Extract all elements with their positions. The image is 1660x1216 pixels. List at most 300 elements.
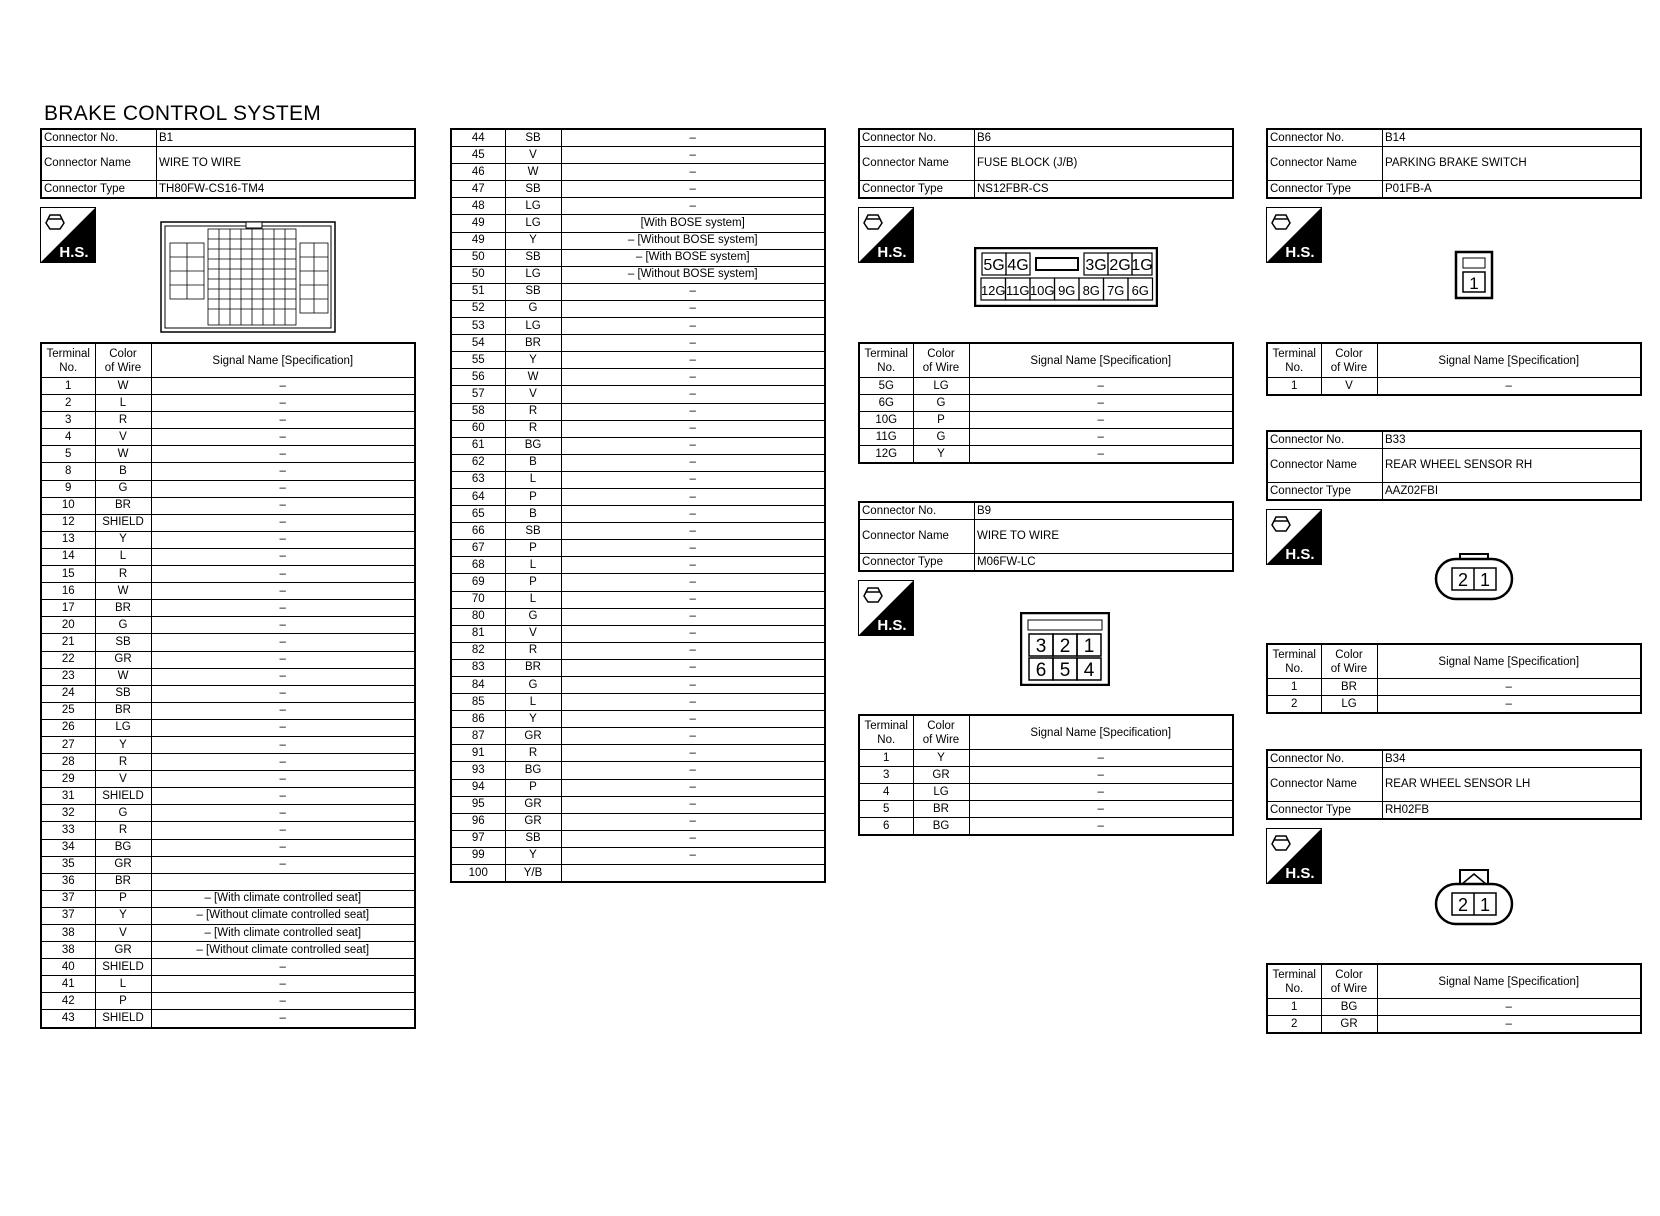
signal-name-cell: – (151, 395, 415, 412)
terminal-no-cell: 91 (451, 745, 505, 762)
signal-name-cell: – (561, 540, 825, 557)
signal-header: Signal Name [Specification] (969, 715, 1233, 750)
terminal-no-cell: 52 (451, 300, 505, 317)
connector-no-label: Connector No. (41, 129, 157, 147)
signal-name-cell: – (561, 335, 825, 352)
connector-no-value: B33 (1383, 431, 1642, 449)
terminal-no-cell: 48 (451, 198, 505, 215)
wire-color-cell: P (95, 993, 151, 1010)
signal-name-cell: – (969, 750, 1233, 767)
connector-type-value: P01FB-A (1383, 181, 1642, 199)
table-row (41, 754, 415, 771)
wire-color-cell: BG (95, 839, 151, 856)
terminal-no-cell: 45 (451, 147, 505, 164)
connector-type-label: Connector Type (1267, 802, 1383, 820)
table-row (41, 668, 415, 685)
pin-label: 4G (1007, 257, 1029, 274)
signal-name-cell: – (151, 976, 415, 993)
wire-color-cell: R (505, 420, 561, 437)
wire-color-cell: BG (1321, 999, 1377, 1016)
pin-label: 2G (1109, 257, 1131, 274)
connector-b1-terminal-table (40, 342, 416, 1029)
table-row (1267, 378, 1641, 396)
table-row (451, 506, 825, 523)
wire-color-cell: SB (505, 523, 561, 540)
terminal-no-cell: 86 (451, 711, 505, 728)
signal-name-cell: – (561, 352, 825, 369)
wire-color-cell: SHIELD (95, 514, 151, 531)
color-header: Color of Wire (95, 343, 151, 378)
wire-color-cell: L (505, 471, 561, 488)
signal-name-cell: – (151, 634, 415, 651)
signal-name-cell: – (151, 702, 415, 719)
connector-no-value: B1 (157, 129, 416, 147)
wire-color-cell: SB (95, 634, 151, 651)
signal-name-cell: – (561, 283, 825, 300)
signal-name-cell: – (561, 847, 825, 864)
harness-side-icon (858, 580, 914, 636)
table-row (859, 767, 1233, 784)
table-row (451, 147, 825, 164)
table-row (451, 318, 825, 335)
connector-type-value: AAZ02FBI (1383, 483, 1642, 501)
terminal-no-cell: 81 (451, 625, 505, 642)
terminal-no-cell: 82 (451, 642, 505, 659)
signal-name-cell: – (561, 198, 825, 215)
wire-color-cell: G (913, 395, 969, 412)
signal-name-cell: – (561, 557, 825, 574)
connector-b33-info (1266, 430, 1642, 501)
signal-name-cell: – (969, 412, 1233, 429)
terminal-no-cell: 50 (451, 266, 505, 283)
table-row (451, 232, 825, 249)
pin-label: 12G (980, 283, 1006, 298)
terminal-no-cell: 2 (1267, 696, 1321, 714)
connector-b9-terminal-table (858, 714, 1234, 836)
wire-color-cell: V (505, 625, 561, 642)
table-row (451, 454, 825, 471)
signal-name-cell: – (1377, 696, 1641, 714)
table-row (41, 719, 415, 736)
signal-name-cell: – (561, 711, 825, 728)
connector-b34-panel (1266, 749, 1642, 820)
wire-color-cell: W (95, 378, 151, 395)
wire-color-cell: BG (505, 762, 561, 779)
wire-color-cell: G (505, 300, 561, 317)
wire-color-cell: G (913, 429, 969, 446)
connector-no-value: B9 (975, 502, 1234, 520)
pin-label: 1 (1479, 570, 1491, 590)
signal-name-cell: – (561, 728, 825, 745)
wire-color-cell: LG (505, 198, 561, 215)
terminal-no-cell: 1 (41, 378, 95, 395)
harness-side-icon (858, 207, 914, 263)
terminal-no-cell: 5G (859, 378, 913, 395)
signal-name-cell: – (1377, 1016, 1641, 1034)
terminal-no-cell: 36 (41, 873, 95, 890)
wire-color-cell: W (95, 583, 151, 600)
terminal-no-cell: 40 (41, 959, 95, 976)
color-header: Color of Wire (913, 343, 969, 378)
terminal-no-cell: 15 (41, 566, 95, 583)
terminal-no-cell: 28 (41, 754, 95, 771)
table-row (41, 480, 415, 497)
connector-type-label: Connector Type (1267, 181, 1383, 199)
signal-name-cell: – (151, 566, 415, 583)
signal-name-cell: – (151, 736, 415, 753)
terminal-no-header: Terminal No. (859, 715, 913, 750)
table-row (41, 583, 415, 600)
terminal-no-cell: 1 (1267, 999, 1321, 1016)
connector-type-label: Connector Type (859, 554, 975, 572)
terminal-no-header: Terminal No. (1267, 964, 1321, 999)
pin-label: 6G (1131, 283, 1149, 298)
wire-color-cell: G (95, 617, 151, 634)
table-row (41, 412, 415, 429)
wire-color-cell: L (95, 395, 151, 412)
terminal-no-cell: 83 (451, 659, 505, 676)
table-row (41, 531, 415, 548)
signal-name-cell: – (561, 659, 825, 676)
signal-name-cell: – (561, 591, 825, 608)
table-row (41, 822, 415, 839)
table-row (451, 865, 825, 883)
wire-color-cell: Y (505, 352, 561, 369)
signal-name-cell: – (561, 386, 825, 403)
table-row (451, 608, 825, 625)
wire-color-cell: R (95, 754, 151, 771)
wire-color-cell: G (505, 677, 561, 694)
table-row (859, 801, 1233, 818)
terminal-no-cell: 26 (41, 719, 95, 736)
wire-color-cell: L (95, 548, 151, 565)
connector-b14-diagram (1454, 250, 1494, 300)
wire-color-cell: BR (1321, 679, 1377, 696)
pin-label: 1 (1479, 895, 1491, 915)
table-row (451, 762, 825, 779)
wire-color-cell: B (505, 506, 561, 523)
connector-type-value: M06FW-LC (975, 554, 1234, 572)
b1-terminal-table-continued (450, 128, 826, 883)
terminal-no-cell: 68 (451, 557, 505, 574)
signal-name-cell: – (969, 818, 1233, 836)
terminal-no-cell: 17 (41, 600, 95, 617)
terminal-no-cell: 55 (451, 352, 505, 369)
wire-color-cell: SHIELD (95, 959, 151, 976)
wire-color-cell: W (95, 446, 151, 463)
signal-name-cell: – (151, 600, 415, 617)
table-row (859, 818, 1233, 836)
terminal-no-cell: 57 (451, 386, 505, 403)
pin-label: 8G (1082, 283, 1100, 298)
table-row (41, 634, 415, 651)
table-row (451, 813, 825, 830)
signal-name-cell: – (1377, 679, 1641, 696)
table-row (41, 1010, 415, 1028)
harness-side-icon (1266, 509, 1322, 565)
wire-color-cell: BR (505, 659, 561, 676)
harness-side-icon (1266, 828, 1322, 884)
terminal-no-cell: 47 (451, 181, 505, 198)
table-row (451, 369, 825, 386)
signal-name-cell: – (561, 677, 825, 694)
table-row (451, 471, 825, 488)
b1-terminal-table (40, 342, 416, 1029)
table-row (41, 907, 415, 924)
wire-color-cell: P (505, 540, 561, 557)
table-row (41, 446, 415, 463)
terminal-no-cell: 67 (451, 540, 505, 557)
table-row (451, 335, 825, 352)
table-row (451, 300, 825, 317)
color-header: Color of Wire (1321, 964, 1377, 999)
connector-no-label: Connector No. (1267, 750, 1383, 768)
connector-b6-panel (858, 128, 1234, 199)
b14-terminal-table (1266, 342, 1642, 396)
signal-name-cell: – (561, 523, 825, 540)
wire-color-cell: SB (505, 249, 561, 266)
terminal-no-cell: 84 (451, 677, 505, 694)
table-row (451, 283, 825, 300)
pin-label: 4 (1083, 660, 1095, 681)
table-row (451, 625, 825, 642)
pin-label: 6 (1035, 660, 1047, 681)
pin-label: 10G (1029, 283, 1055, 298)
table-row (41, 976, 415, 993)
wire-color-cell: SB (505, 830, 561, 847)
terminal-no-cell: 51 (451, 283, 505, 300)
table-row (451, 523, 825, 540)
table-row (859, 784, 1233, 801)
signal-name-cell: – (561, 437, 825, 454)
signal-name-cell: – (151, 856, 415, 873)
wire-color-cell: GR (95, 942, 151, 959)
svg-text:H.S.: H.S. (1285, 865, 1315, 882)
signal-name-cell: – (1377, 378, 1641, 396)
table-row (451, 728, 825, 745)
signal-name-cell: – (151, 548, 415, 565)
wire-color-cell: BR (95, 702, 151, 719)
table-row (451, 659, 825, 676)
terminal-no-cell: 16 (41, 583, 95, 600)
color-header: Color of Wire (1321, 343, 1377, 378)
wire-color-cell: L (505, 694, 561, 711)
connector-name-value: REAR WHEEL SENSOR LH (1383, 768, 1642, 802)
terminal-no-cell: 9 (41, 480, 95, 497)
table-row (41, 771, 415, 788)
signal-name-cell: – (151, 651, 415, 668)
connector-type-label: Connector Type (1267, 483, 1383, 501)
signal-name-cell: – (561, 181, 825, 198)
terminal-no-cell: 41 (41, 976, 95, 993)
connector-no-label: Connector No. (1267, 129, 1383, 147)
wire-color-cell: BR (505, 335, 561, 352)
pin-label: 2 (1457, 570, 1469, 590)
wire-color-cell: SB (95, 685, 151, 702)
terminal-no-cell: 21 (41, 634, 95, 651)
table-row (451, 711, 825, 728)
pin-label: 1G (1131, 257, 1153, 274)
table-row (451, 574, 825, 591)
table-row (451, 437, 825, 454)
signal-header: Signal Name [Specification] (1377, 644, 1641, 679)
table-row (41, 702, 415, 719)
wire-color-cell: R (95, 822, 151, 839)
connector-name-value: WIRE TO WIRE (975, 520, 1234, 554)
table-row (41, 788, 415, 805)
signal-name-cell: – (561, 147, 825, 164)
wire-color-cell: G (95, 480, 151, 497)
connector-name-value: FUSE BLOCK (J/B) (975, 147, 1234, 181)
terminal-no-cell: 37 (41, 907, 95, 924)
signal-name-cell: – (561, 369, 825, 386)
signal-name-cell: [With BOSE system] (561, 215, 825, 232)
wire-color-cell: GR (505, 728, 561, 745)
wire-color-cell: LG (505, 266, 561, 283)
signal-name-cell: – (969, 446, 1233, 464)
connector-no-label: Connector No. (859, 129, 975, 147)
signal-name-cell: – (151, 839, 415, 856)
wire-color-cell: V (505, 386, 561, 403)
terminal-no-cell: 63 (451, 471, 505, 488)
table-row (451, 847, 825, 864)
connector-b34-info (1266, 749, 1642, 820)
terminal-no-cell: 38 (41, 925, 95, 942)
terminal-no-cell: 43 (41, 1010, 95, 1028)
terminal-no-cell: 24 (41, 685, 95, 702)
table-row (451, 249, 825, 266)
table-row (41, 429, 415, 446)
wire-color-cell: GR (505, 796, 561, 813)
signal-name-cell: – (151, 480, 415, 497)
connector-b14-info (1266, 128, 1642, 199)
signal-name-cell: – (151, 771, 415, 788)
connector-no-value: B34 (1383, 750, 1642, 768)
pin-label: 11G (1005, 283, 1030, 298)
signal-name-cell: – (151, 993, 415, 1010)
table-row (41, 548, 415, 565)
table-row (451, 164, 825, 181)
signal-name-cell: – [Without BOSE system] (561, 232, 825, 249)
wire-color-cell: L (505, 591, 561, 608)
connector-b14-panel (1266, 128, 1642, 199)
signal-name-cell: – (151, 412, 415, 429)
svg-text:H.S.: H.S. (1285, 244, 1315, 261)
terminal-no-cell: 58 (451, 403, 505, 420)
pin-label: 5 (1059, 660, 1071, 681)
terminal-no-cell: 93 (451, 762, 505, 779)
table-row (41, 378, 415, 395)
wire-color-cell: V (95, 925, 151, 942)
table-row (1267, 679, 1641, 696)
wire-color-cell: GR (95, 651, 151, 668)
wire-color-cell: GR (1321, 1016, 1377, 1034)
terminal-no-cell: 1 (1267, 378, 1321, 396)
harness-side-icon (40, 207, 96, 263)
signal-name-cell: – (969, 395, 1233, 412)
signal-name-cell: – (561, 300, 825, 317)
terminal-no-cell: 3 (859, 767, 913, 784)
connector-no-value: B14 (1383, 129, 1642, 147)
connector-name-label: Connector Name (1267, 449, 1383, 483)
page-title: BRAKE CONTROL SYSTEM (44, 102, 322, 125)
terminal-no-header: Terminal No. (41, 343, 95, 378)
table-row (451, 129, 825, 147)
terminal-no-cell: 22 (41, 651, 95, 668)
signal-name-cell: – (561, 625, 825, 642)
terminal-no-cell: 62 (451, 454, 505, 471)
table-row (451, 403, 825, 420)
table-row (41, 993, 415, 1010)
signal-name-cell: – (561, 694, 825, 711)
wire-color-cell: P (505, 574, 561, 591)
signal-name-cell: – (561, 574, 825, 591)
table-row (451, 215, 825, 232)
terminal-no-cell: 100 (451, 865, 505, 883)
table-row (451, 420, 825, 437)
wire-color-cell: Y (505, 232, 561, 249)
wire-color-cell: P (95, 890, 151, 907)
terminal-no-cell: 20 (41, 617, 95, 634)
signal-name-cell: – (561, 164, 825, 181)
connector-b33-diagram (1434, 551, 1514, 601)
wire-color-cell: V (95, 429, 151, 446)
terminal-no-cell: 94 (451, 779, 505, 796)
signal-name-cell: – (561, 420, 825, 437)
signal-name-cell (561, 865, 825, 883)
signal-name-cell: – (151, 378, 415, 395)
terminal-no-cell: 3 (41, 412, 95, 429)
connector-name-label: Connector Name (859, 147, 975, 181)
terminal-no-cell: 70 (451, 591, 505, 608)
signal-name-cell: – (151, 685, 415, 702)
signal-name-cell: – (561, 454, 825, 471)
connector-name-label: Connector Name (41, 147, 157, 181)
wire-color-cell: BR (95, 497, 151, 514)
table-row (451, 540, 825, 557)
signal-name-cell: – (151, 1010, 415, 1028)
connector-b33-panel (1266, 430, 1642, 501)
signal-name-cell: – [With climate controlled seat] (151, 890, 415, 907)
connector-b34-diagram (1434, 866, 1514, 926)
terminal-no-cell: 4 (859, 784, 913, 801)
terminal-no-cell: 12 (41, 514, 95, 531)
terminal-no-header: Terminal No. (1267, 343, 1321, 378)
wire-color-cell: G (505, 608, 561, 625)
terminal-no-cell: 14 (41, 548, 95, 565)
connector-no-label: Connector No. (859, 502, 975, 520)
wire-color-cell: R (505, 403, 561, 420)
connector-b6-terminal-table (858, 342, 1234, 464)
terminal-no-cell: 13 (41, 531, 95, 548)
table-row (451, 557, 825, 574)
terminal-no-cell: 64 (451, 488, 505, 505)
wire-color-cell: GR (913, 767, 969, 784)
terminal-no-cell: 6G (859, 395, 913, 412)
terminal-no-cell: 1 (859, 750, 913, 767)
signal-name-cell: – (561, 506, 825, 523)
table-row (451, 198, 825, 215)
terminal-no-cell: 50 (451, 249, 505, 266)
terminal-no-cell: 2 (1267, 1016, 1321, 1034)
signal-name-cell: – (561, 403, 825, 420)
table-row (41, 395, 415, 412)
connector-name-label: Connector Name (1267, 768, 1383, 802)
terminal-no-header: Terminal No. (1267, 644, 1321, 679)
wire-color-cell: BR (95, 600, 151, 617)
terminal-no-cell: 66 (451, 523, 505, 540)
connector-name-value: REAR WHEEL SENSOR RH (1383, 449, 1642, 483)
